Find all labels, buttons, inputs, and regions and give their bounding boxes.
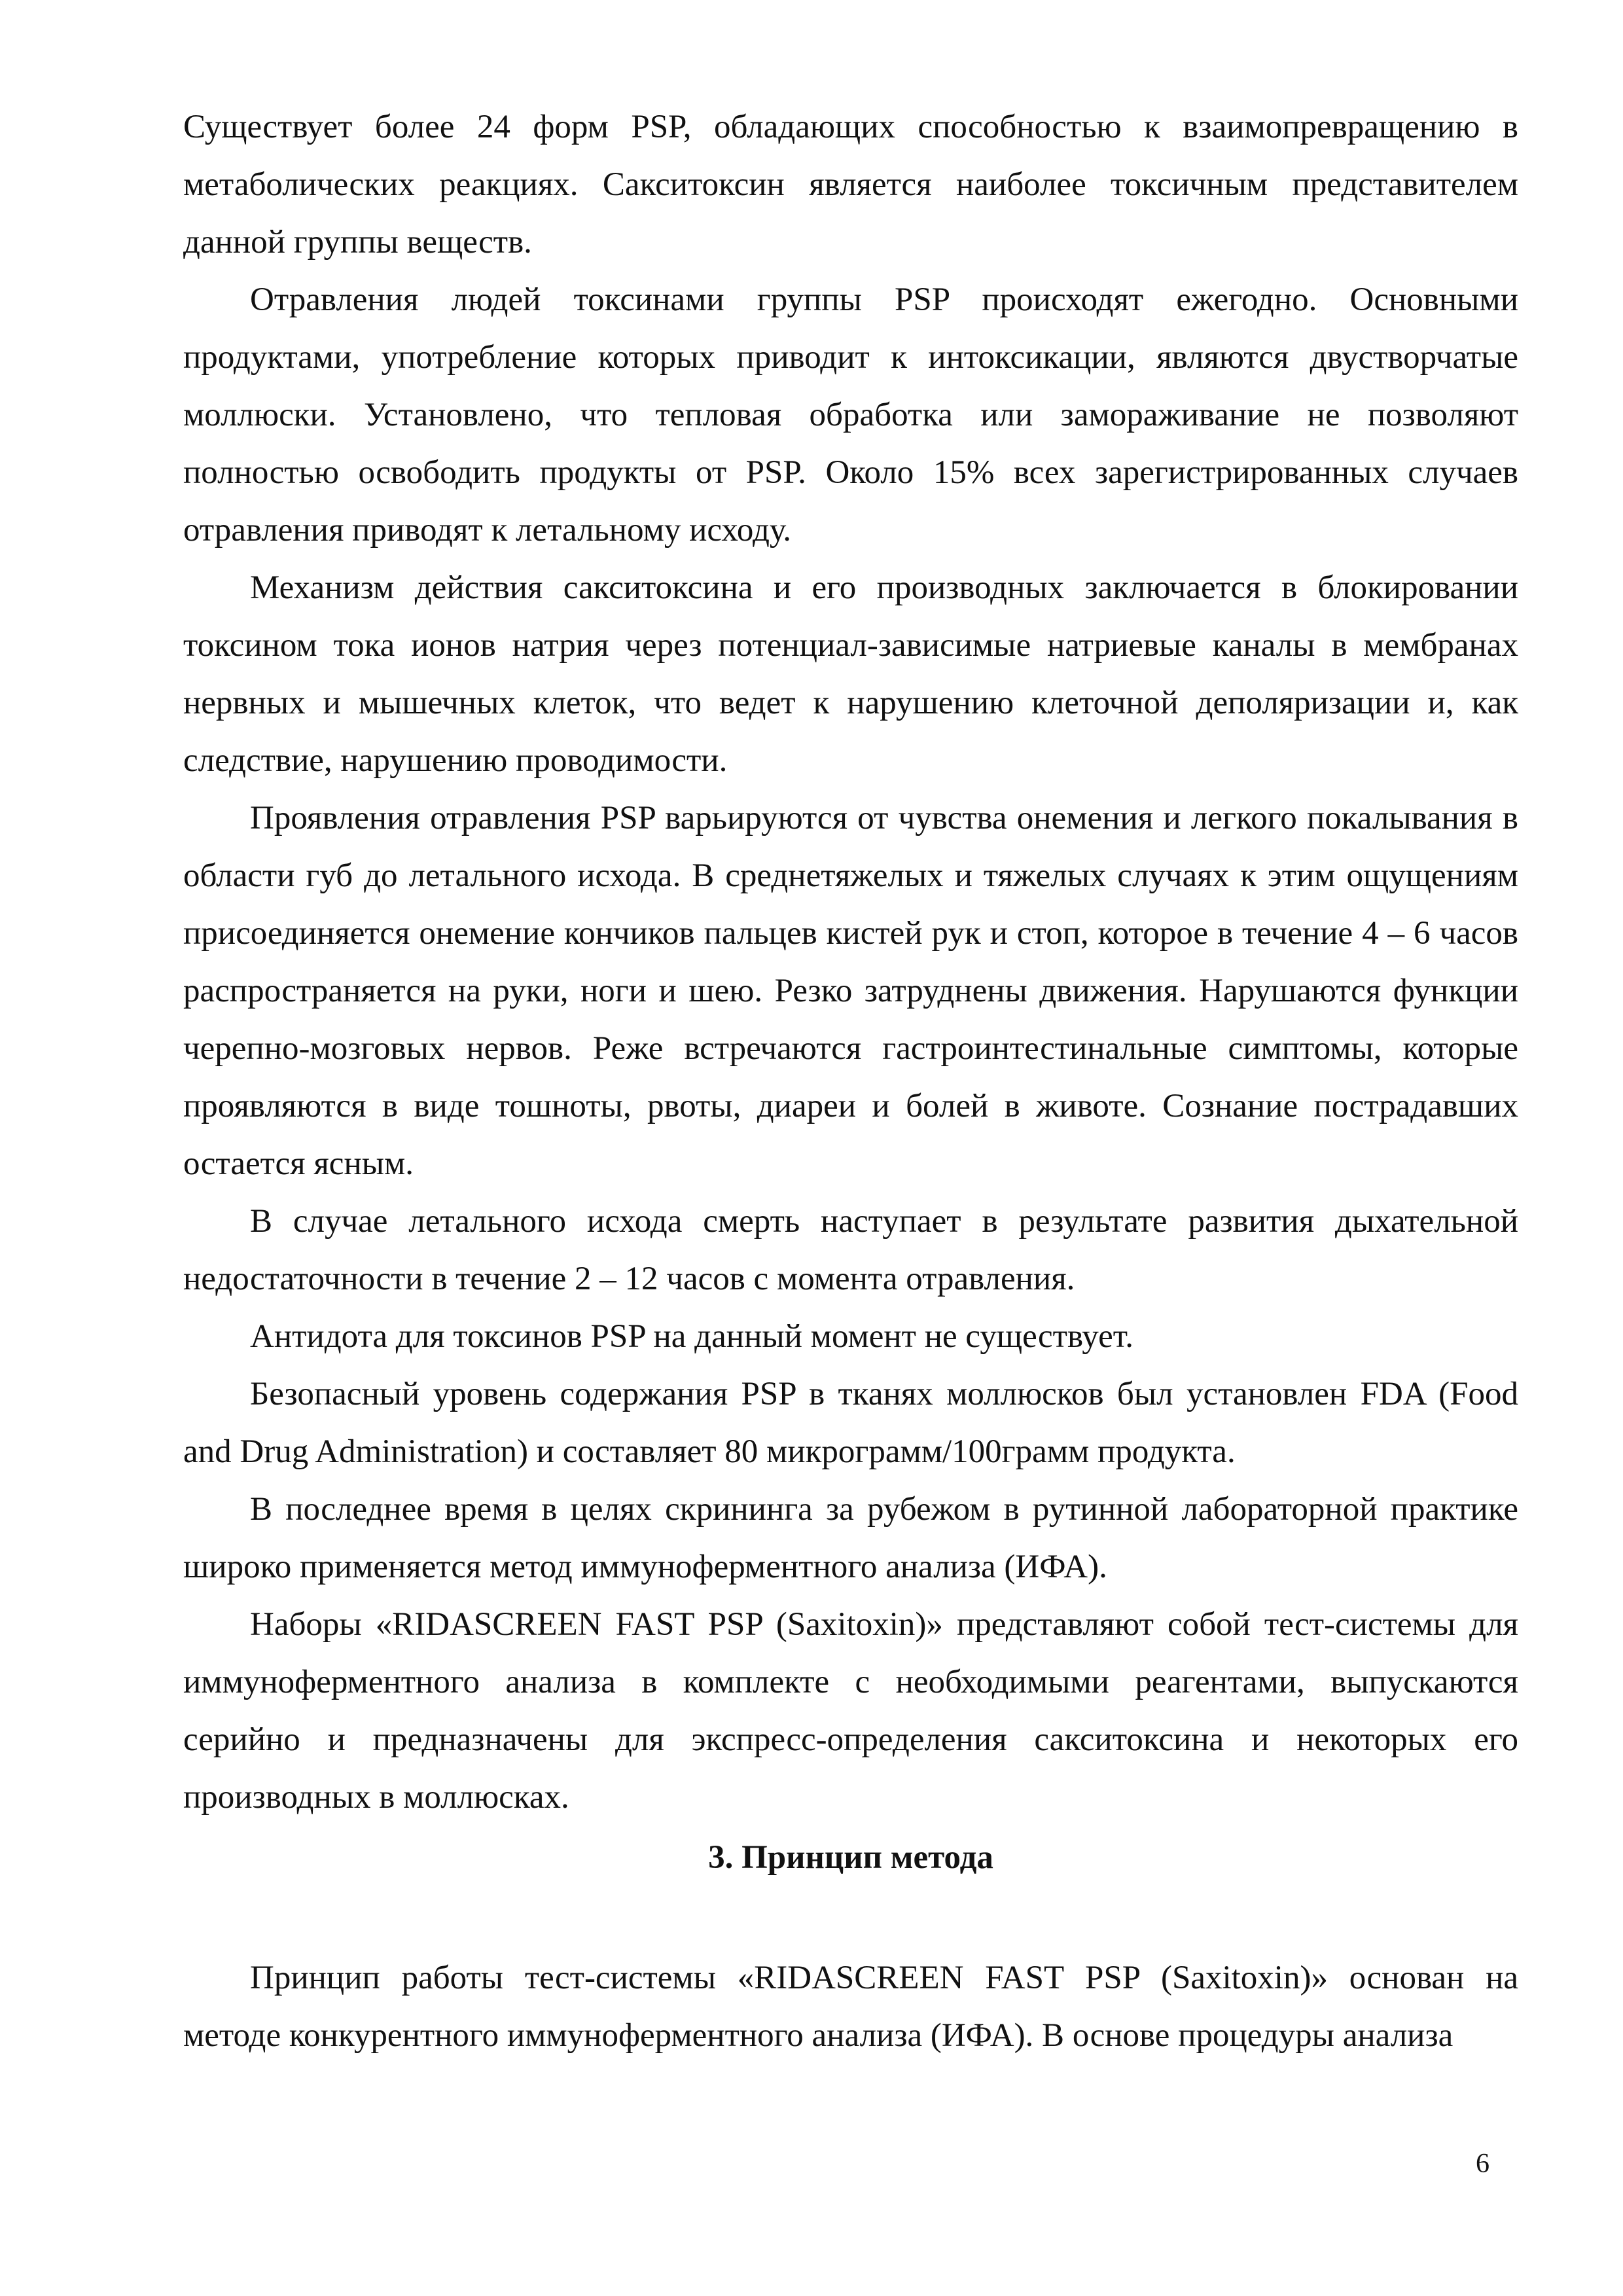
- paragraph-poisoning-cases: Отравления людей токсинами группы PSP происходят ежегодно. Основными продуктами, употребление которых приводит к интоксикации, являются двустворчатые моллюски. Установлено, что тепловая обработка или замораживание не позволяют полностью освободить продукты от PSP. Около 15% всех зарегистрированных случаев отравления приводят к летальному исходу.: [183, 281, 1518, 548]
- paragraph-safe-level: Безопасный уровень содержания PSP в тканях моллюсков был установлен FDA (Food and Drug Administration) и составляет 80 микрограмм/100грамм продукта.: [183, 1376, 1518, 1470]
- paragraph-lethal-outcome: В случае летального исхода смерть наступает в результате развития дыхательной недостаточности в течение 2 – 12 часов с момента отравления.: [183, 1203, 1518, 1297]
- page-number: 6: [1476, 2149, 1489, 2179]
- paragraph-method-principle: Принцип работы тест-системы «RIDASCREEN FAST PSP (Saxitoxin)» основан на методе конкурентного иммуноферментного анализа (ИФА). В основе процедуры анализа: [183, 1960, 1518, 2054]
- paragraph-antidote: Антидота для токсинов PSP на данный момент не существует.: [250, 1318, 1133, 1355]
- section-heading: 3. Принцип метода: [708, 1839, 993, 1876]
- paragraph-symptoms: Проявления отравления PSP варьируются от чувства онемения и легкого покалывания в области губ до летального исхода. В среднетяжелых и тяжелых случаях к этим ощущениям присоединяется онемение кончиков пальцев кистей рук и стоп, которое в течение 4 – 6 часов распространяется на руки, ноги и шею. Резко затруднены движения. Нарушаются функции черепно-мозговых нервов. Реже встречаются гастроинтестинальные симптомы, которые проявляются в виде тошноты, рвоты, диареи и болей в животе. Сознание пострадавших остается ясным.: [183, 800, 1518, 1182]
- paragraph-psp-forms: Существует более 24 форм PSP, обладающих способностью к взаимопревращению в метаболических реакциях. Сакситоксин является наиболее токсичным представителем данной группы веществ.: [183, 109, 1518, 260]
- document-page: [183, 98, 1518, 2064]
- paragraph-mechanism: Механизм действия сакситоксина и его производных заключается в блокировании токсином тока ионов натрия через потенциал-зависимые натриевые каналы в мембранах нервных и мышечных клеток, что ведет к нарушению клеточной деполяризации и, как следствие, нарушению проводимости.: [183, 569, 1518, 779]
- paragraph-screening: В последнее время в целях скрининга за рубежом в рутинной лабораторной практике широко применяется метод иммуноферментного анализа (ИФА).: [183, 1491, 1518, 1585]
- paragraph-kits: Наборы «RIDASCREEN FAST PSP (Saxitoxin)» представляют собой тест-системы для иммуноферментного анализа в комплекте с необходимыми реагентами, выпускаются серийно и предназначены для экспресс-определения сакситоксина и некоторых его производных в моллюсках.: [183, 1606, 1518, 1816]
